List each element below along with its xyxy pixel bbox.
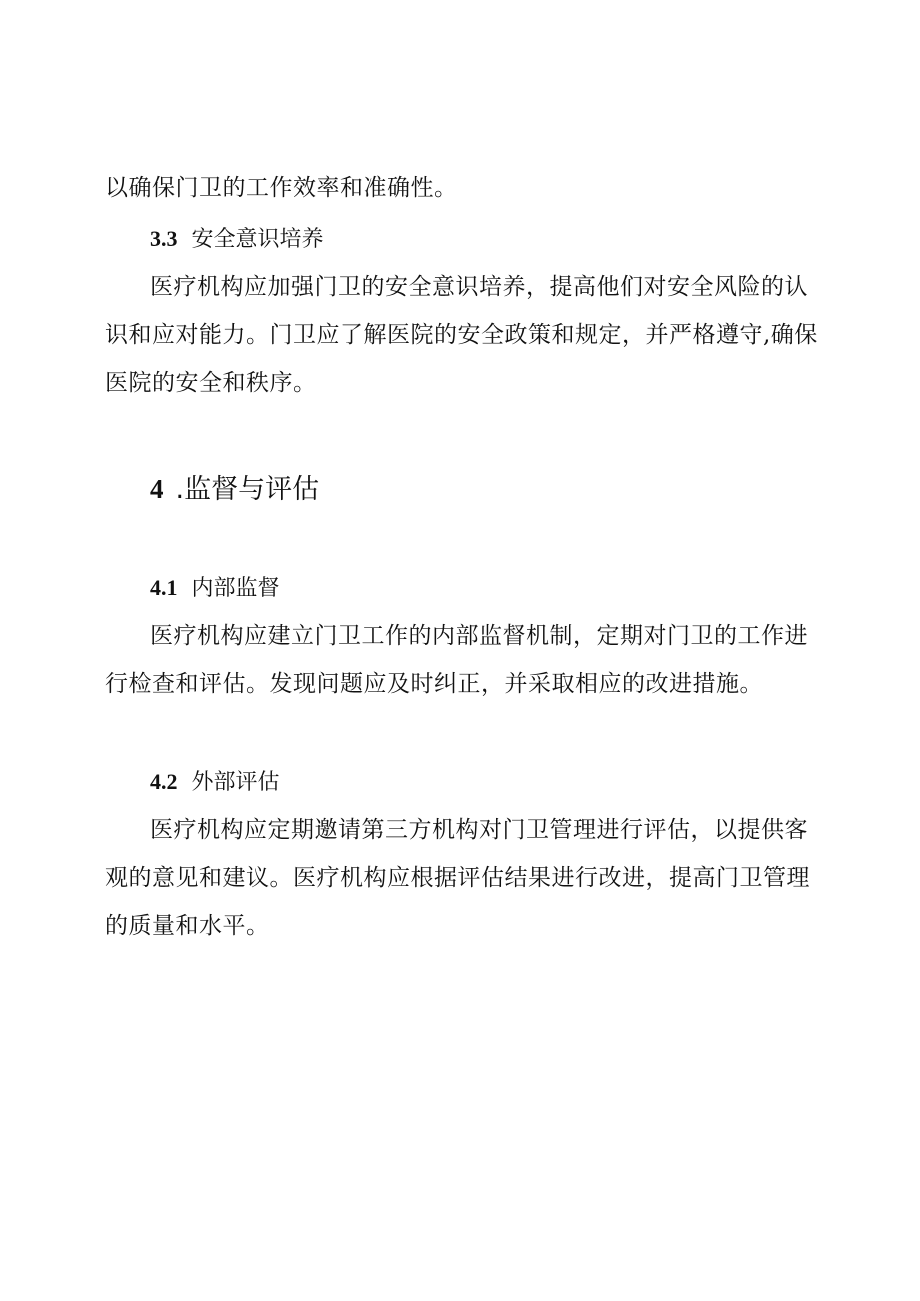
paragraph-line: 医院的安全和秩序。 <box>105 370 317 396</box>
heading-title: 内部监督 <box>191 576 280 601</box>
paragraph-line: 行检查和评估。发现问题应及时纠正，并采取相应的改进措施。 <box>105 671 763 697</box>
heading-number: 3.3 <box>150 226 178 251</box>
heading-number: 4.2 <box>150 769 178 794</box>
heading-number: 4 <box>150 474 164 504</box>
paragraph-line: 的质量和水平。 <box>105 913 270 939</box>
lead-line: 以确保门卫的工作效率和准确性。 <box>105 175 458 201</box>
heading-4-2 <box>150 767 280 798</box>
paragraph-line: 观的意见和建议。医疗机构应根据评估结果进行改进，提高门卫管理 <box>105 865 810 891</box>
heading-4 <box>150 472 319 507</box>
paragraph-line: 医疗机构应定期邀请第三方机构对门卫管理进行评估，以提供客 <box>150 817 808 843</box>
heading-title: 安全意识培养 <box>191 227 324 252</box>
heading-4-1 <box>150 573 280 604</box>
heading-title: 外部评估 <box>191 770 280 795</box>
heading-number: 4.1 <box>150 575 178 600</box>
paragraph-line: 医疗机构应加强门卫的安全意识培养，提高他们对安全风险的认 <box>150 274 808 300</box>
heading-3-3 <box>150 224 324 255</box>
paragraph-line: 识和应对能力。门卫应了解医院的安全政策和规定，并严格遵守,确保 <box>105 322 818 348</box>
heading-title: .监督与评估 <box>175 474 320 505</box>
paragraph-line: 医疗机构应建立门卫工作的内部监督机制，定期对门卫的工作进 <box>150 623 808 649</box>
